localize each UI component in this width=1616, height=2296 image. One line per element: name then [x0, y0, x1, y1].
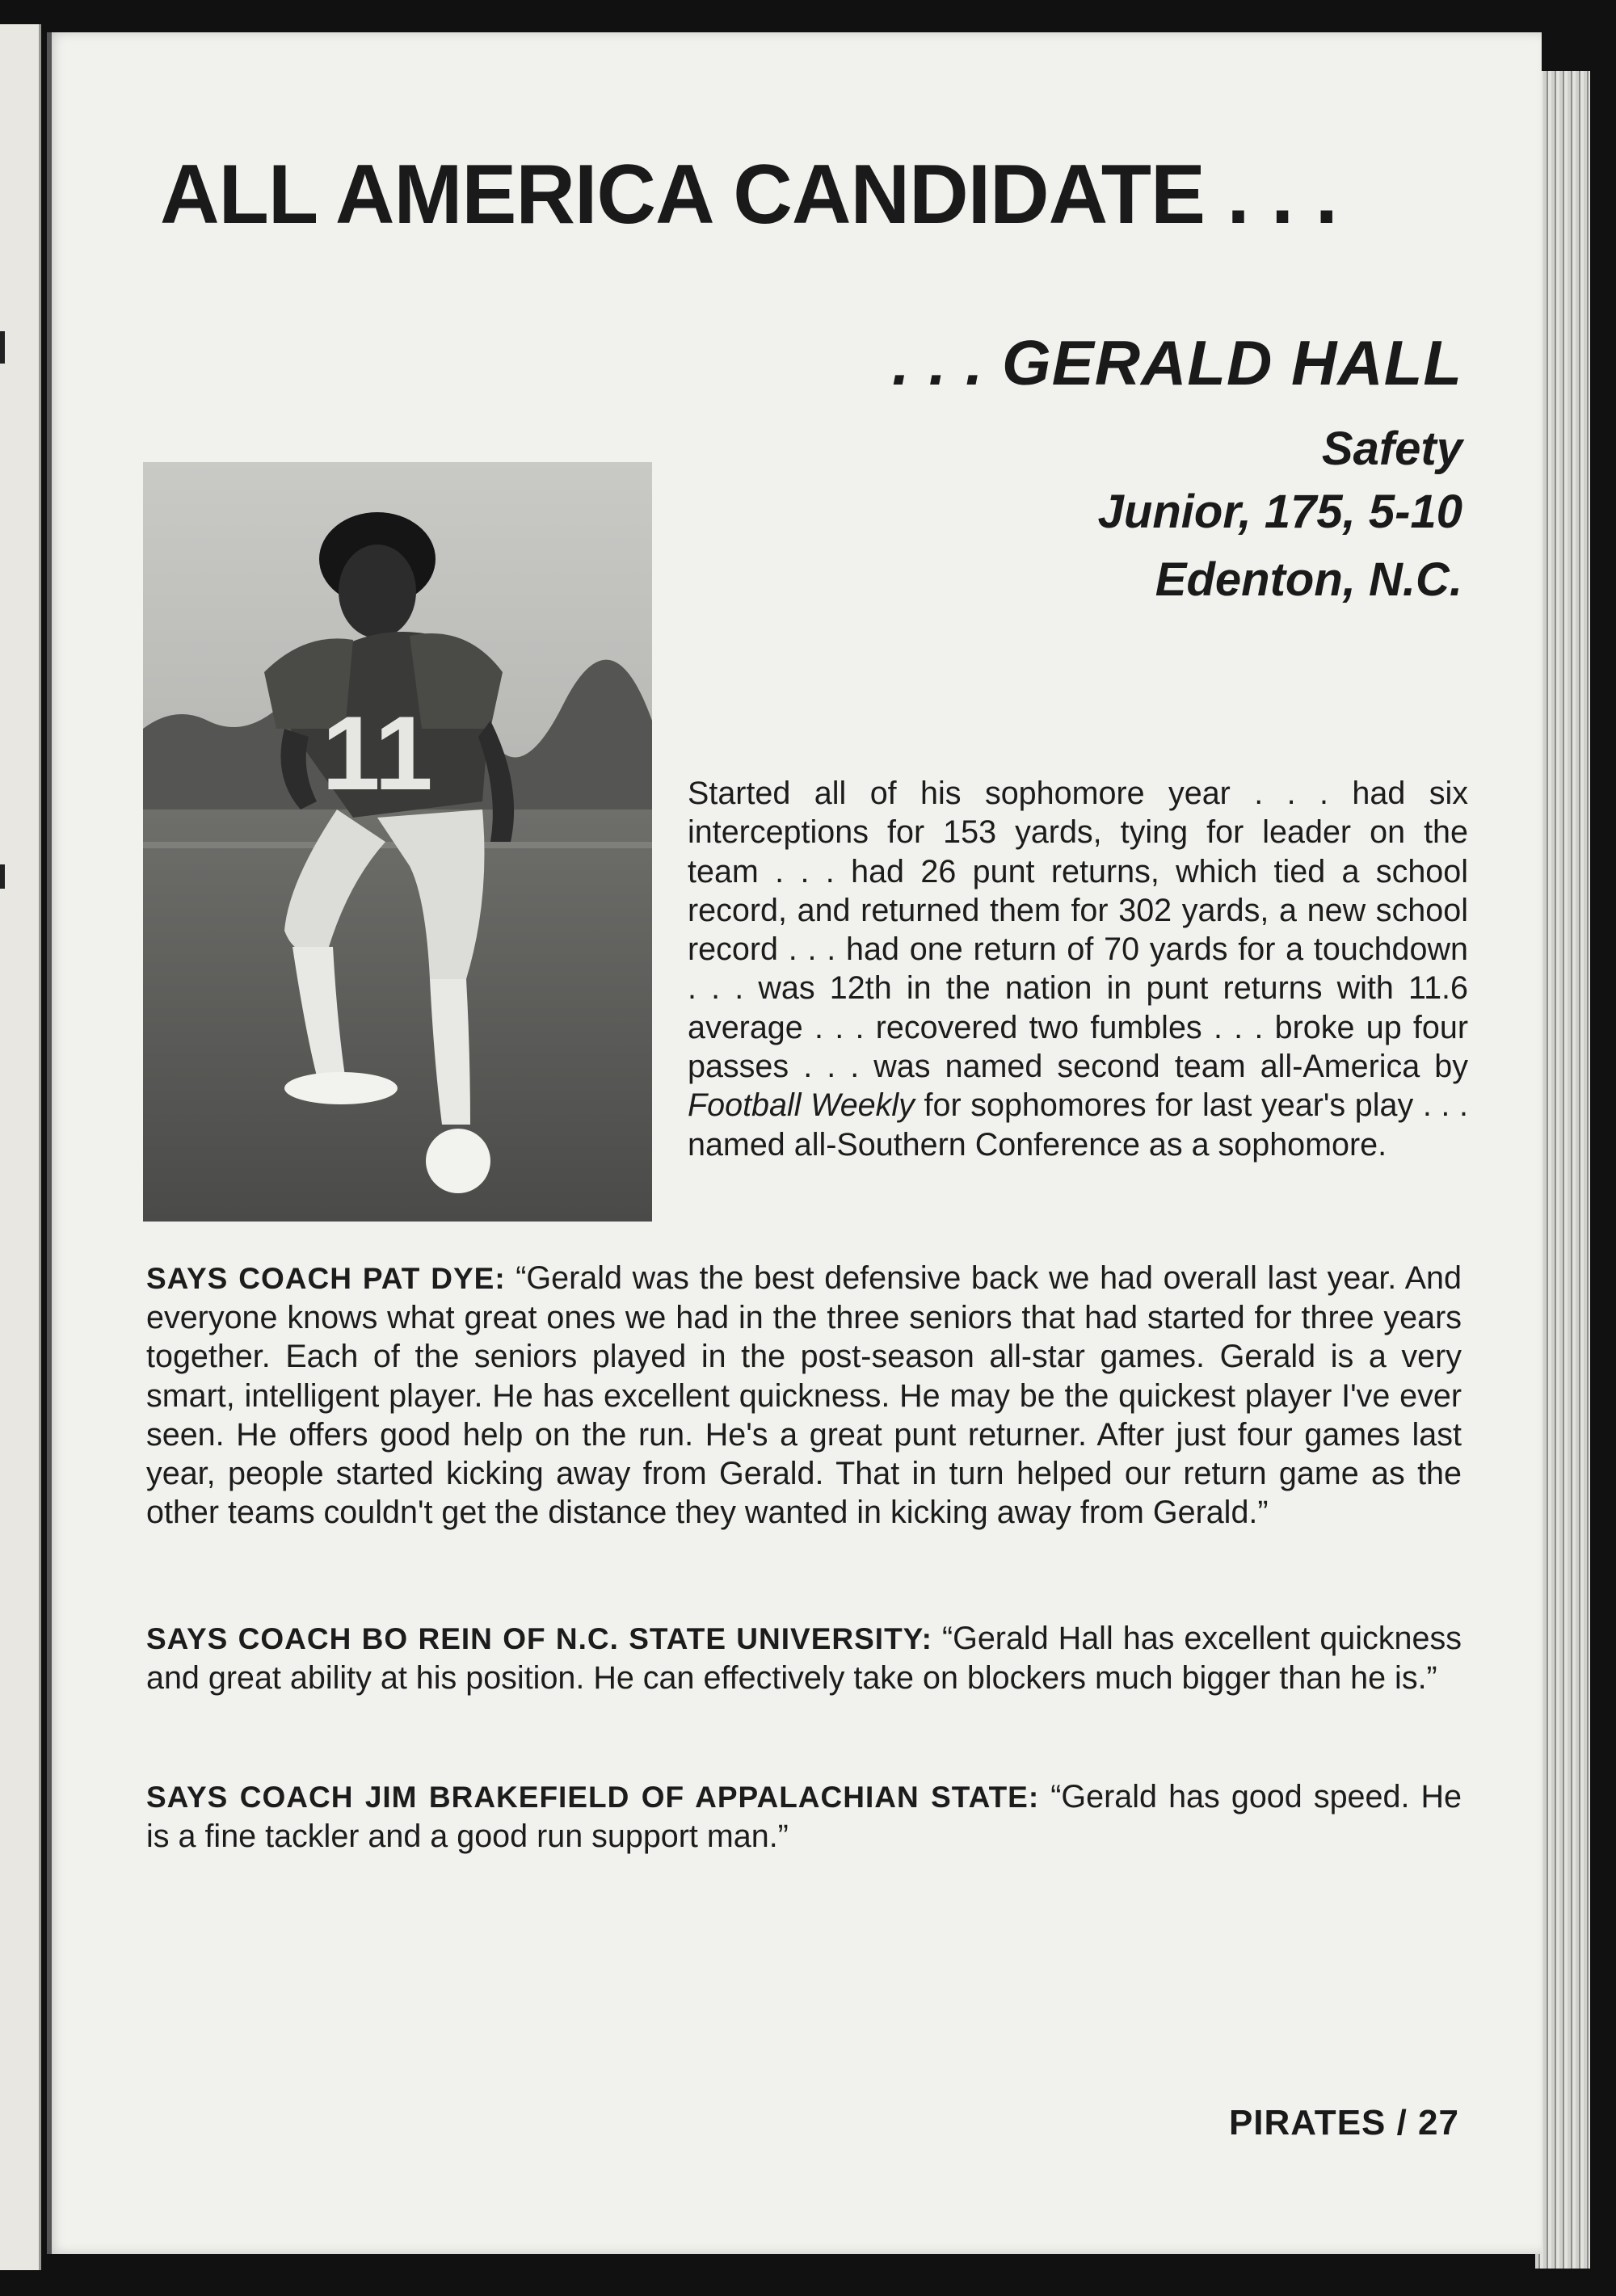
quote-text: “Gerald was the best defensive back we had overall last year. And everyone knows what great ones we had in the three seniors that had started for three years together. Each of the seniors played in the post-season all-star games. Gerald is a very smart, intelligent player. He has excellent quickness. He may be the quickest player I've ever seen. He offers good help on the run. He's a great punt returner. After just four games last year, people started kicking away from Gerald. That in turn helped our return game as the other teams couldn't get the distance they wanted in kicking away from Gerald.” — [146, 1260, 1462, 1531]
player-details: Junior, 175, 5-10 — [1097, 486, 1462, 538]
quote-speaker: SAYS COACH JIM BRAKEFIELD OF APPALACHIAN STATE: — [146, 1781, 1040, 1814]
facing-page-mark — [0, 331, 5, 364]
coach-quote-dye — [146, 1259, 1462, 1532]
page-stack-edge — [1535, 71, 1590, 2269]
quote-text: “Gerald has good speed. He is a fine tackler and a good run support man.” — [146, 1779, 1462, 1855]
player-bio — [688, 774, 1468, 1164]
facing-page-mark — [0, 864, 5, 889]
coach-quote-rein — [146, 1619, 1462, 1697]
quote-speaker: SAYS COACH PAT DYE: — [146, 1262, 506, 1295]
player-photo — [143, 462, 652, 1222]
publication-title: Football Weekly — [688, 1087, 915, 1124]
coach-quote-brakefield — [146, 1777, 1462, 1856]
player-position: Safety — [1321, 423, 1462, 475]
bio-text: Started all of his sophomore year . . . had six interceptions for 153 yards, tying for leader on the team . . . had 26 punt returns, which tied a school record, and returned them for 302 yards, a new school record . . . had one return of 70 yards for a touchdown . . . was 12th in the nation in punt returns with 11.6 average . . . recovered two fumbles . . . broke up four passes . . . was named second team all-America by — [688, 776, 1468, 1085]
bio-text-end: for sophomores for last year's play . . . named all-Southern Conference as a sophomore. — [688, 1087, 1468, 1163]
page-title: ALL AMERICA CANDIDATE . . . — [160, 148, 1338, 242]
photo-field — [143, 809, 652, 1222]
quote-text: “Gerald Hall has excellent quickness and great ability at his position. He can effectively take on blockers much bigger than he is.” — [146, 1621, 1462, 1697]
binding-gutter — [47, 32, 52, 2254]
quote-speaker: SAYS COACH BO REIN OF N.C. STATE UNIVERSITY: — [146, 1622, 932, 1655]
player-name: . . . GERALD HALL — [892, 327, 1462, 398]
player-hometown: Edenton, N.C. — [1155, 553, 1462, 606]
jersey-number: 11 — [322, 694, 433, 812]
page-footer: PIRATES / 27 — [1228, 2103, 1459, 2143]
facing-page-edge — [0, 24, 41, 2270]
